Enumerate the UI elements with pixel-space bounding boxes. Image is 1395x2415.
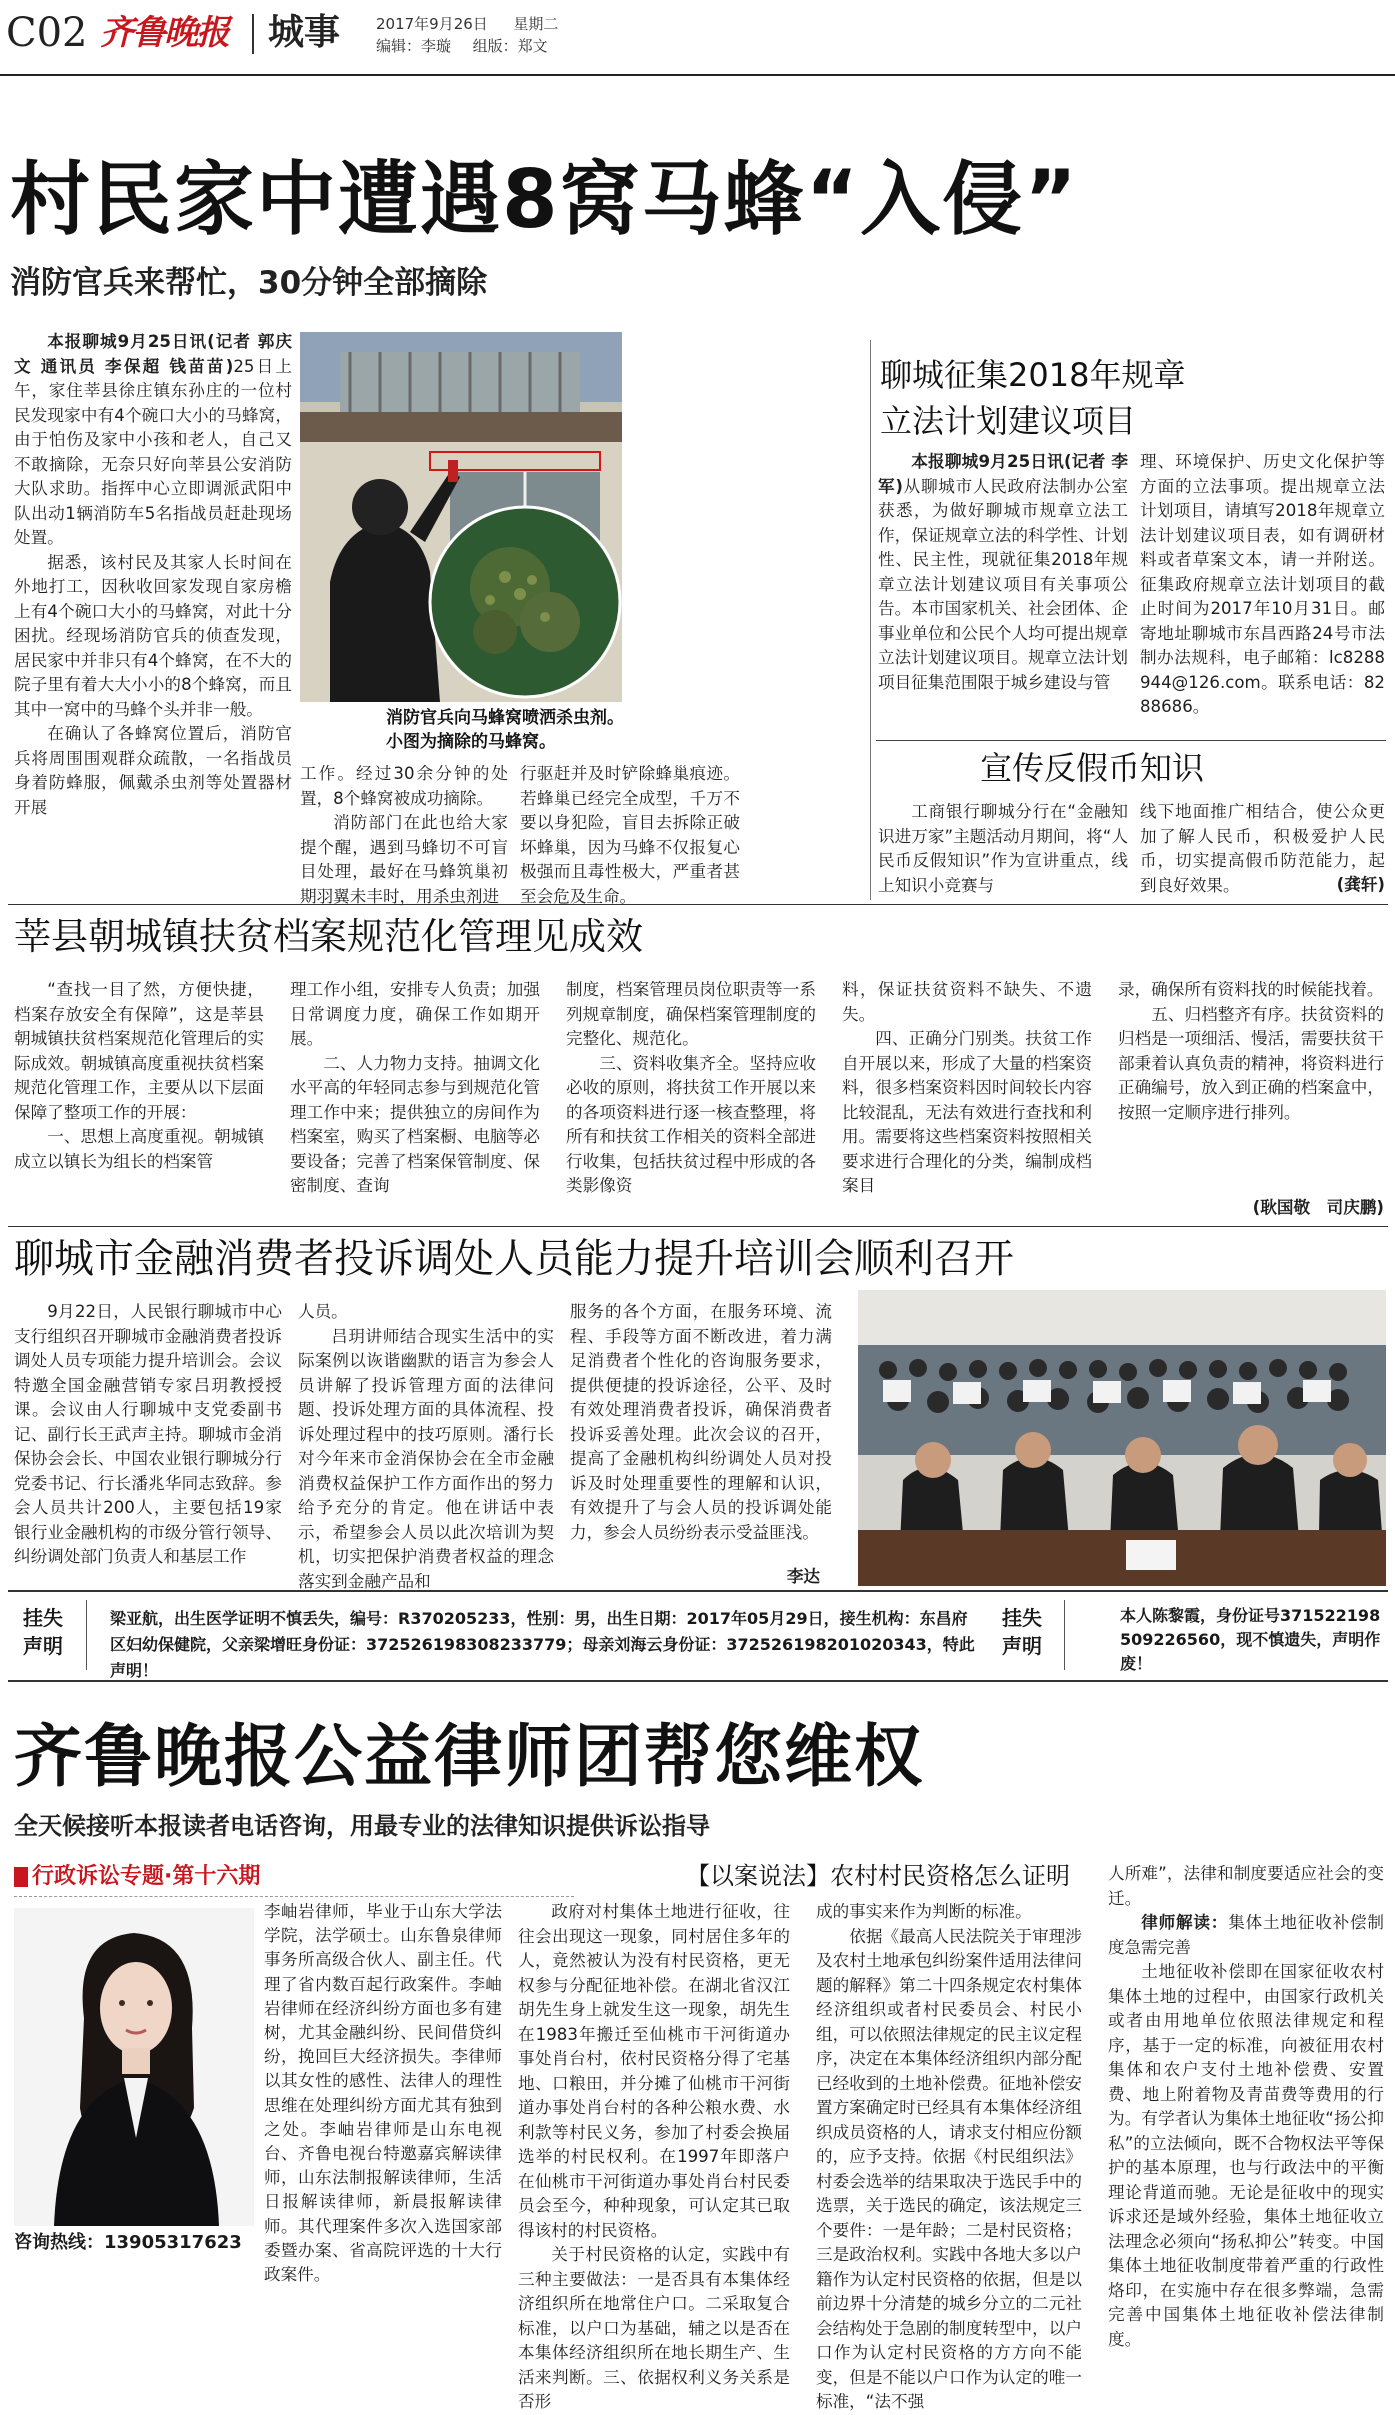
paragraph-text: 25日上午，家住莘县徐庄镇东孙庄的一位村民发现家中有4个碗口大小的马蜂窝，由于怕伤及家中小孩和老人，自己又不敢摘除，无奈只好向莘县公安消防大队求助。指挥中心立即调派武阳中队出动1辆消防车5名指战员赶赴现场处置。 [14, 356, 292, 547]
story1-col2 [300, 762, 508, 906]
paragraph [1118, 1003, 1384, 1126]
paragraph [1108, 1911, 1384, 1960]
paragraph-text: 三、资料收集齐全。坚持应收必收的原则，将扶贫工作开展以来的各项资料进行逐一核查整理，将所有和扶贫工作相关的资料全部进行收集，包括扶贫过程中形成的各类影像资 [566, 1053, 816, 1195]
story5-col3 [570, 1300, 832, 1570]
column-tag [14, 1860, 260, 1894]
paragraph [566, 978, 816, 1052]
paragraph-text: 吕玥讲师结合现实生活中的实际案例以诙谐幽默的语言为参会人员讲解了投诉管理方面的法律问题、投诉处理方面的具体流程、投诉处理过程中的技巧原则。潘行长对今年来市金消保协会在全市金融消费权益保护工作方面作出的努力给予充分的肯定。他在讲话中表示，希望参会人员以此次培训为契机，切实把保护消费者权益的理念落实到金融产品和 [298, 1326, 554, 1591]
story6-subhead: 全天候接听本报读者电话咨询，用最专业的法律知识提供诉讼指导 [14, 1812, 710, 1840]
story3-rule [876, 740, 1386, 741]
paragraph-text: 工商银行聊城分行在“金融知识进万家”主题活动月期间，将“人民币反假知识”作为宣讲重点，线上知识小竞赛与 [878, 802, 1128, 895]
story1-col3 [520, 762, 740, 906]
paragraph-text: 在确认了各蜂窝位置后，消防官兵将周围围观群众疏散，一名指战员身着防蜂服，佩戴杀虫剂等处置器材开展 [14, 724, 292, 817]
paragraph [1108, 1960, 1384, 2352]
paragraph-text: 二、人力物力支持。抽调文化水平高的年轻同志参与到规范化管理工作中来；提供独立的房间作为档案室，购买了档案橱、电脑等必要设备；完善了档案保管制度、保密制度、查询 [290, 1053, 540, 1195]
notice-left-label [14, 1604, 72, 1660]
story1-photo-caption [386, 706, 626, 754]
paragraph-lead: 律师解读： [1141, 1913, 1229, 1932]
editor-text: 编辑：李璇 [376, 37, 452, 55]
story5-headline: 聊城市金融消费者投诉调处人员能力提升培训会顺利召开 [14, 1236, 1014, 1282]
designer-text: 组版：郑文 [472, 37, 548, 55]
weekday-text: 星期二 [513, 15, 559, 33]
story1-photo [300, 332, 622, 702]
story4-col4 [842, 978, 1092, 1223]
story2-headline [880, 352, 1320, 444]
paragraph-text: “查找一目了然，方便快捷，档案存放安全有保障”，这是莘县朝城镇扶贫档案规范化管理后的实际成效。朝城镇高度重视扶贫档案规范化管理工作，主要从以下层面保障了整项工作的开展： [14, 980, 264, 1122]
paragraph [300, 762, 508, 811]
story5-col1 [14, 1300, 282, 1585]
lawyer-portrait-image [14, 1908, 254, 2226]
paragraph-lead: 本报聊城9月25日讯(记者 郭庆文 通讯员 李保超 钱苗苗) [14, 332, 292, 376]
paragraph-text: 集体土地征收补偿制度急需完善 [1108, 1913, 1385, 1957]
paragraph-text: 五、归档整齐有序。扶贫资料的归档是一项细活、慢活，需要扶贫干部秉着认真负责的精神，将资料进行正确编号，放入到正确的档案盒中，按照一定顺序进行排列。 [1118, 1004, 1384, 1122]
paragraph [878, 450, 1128, 695]
notice-left [8, 1596, 988, 1680]
story3-headline: 宣传反假币知识 [980, 749, 1205, 787]
hornet-removal-photo [300, 332, 622, 702]
story2-col1 [878, 450, 1128, 750]
header-divider [252, 14, 254, 54]
story4-col1 [14, 978, 264, 1223]
training-meeting-photo [858, 1290, 1386, 1586]
paragraph [14, 1300, 282, 1570]
paragraph-text: 政府对村集体土地进行征收，往往会出现这一现象，同村居住多年的人，竟然被认为没有村民资格，更无权参与分配征地补偿。在湖北省汉江胡先生身上就发生这一现象，胡先生在1983年搬迁至仙桃市干河街道办事处肖台村，依村民资格分得了宅基地、口粮田，并分摊了仙桃市干河街道办事处肖台村的各种公粮水费、水利款等村民义务，参加了村委会换届选举的村民权利。在1997年即落户在仙桃市干河街道办事处肖台村民委员会至今，种种现象，可认定其已取得该村的村民资格。 [518, 1902, 790, 2240]
notice-left-text: 梁亚航，出生医学证明不慎丢失，编号：R370205233，性别：男，出生日期：2017年05月29日，接生机构：东昌府区妇幼保健院，父亲梁增旺身份证：372526198308233779；母亲刘海云身份证：372526198201020343，特此声明！ [110, 1609, 975, 1680]
column-tag-rule [14, 1896, 574, 1897]
hotline: 咨询热线：13905317623 [14, 2232, 242, 2253]
paragraph-text: 工作。经过30余分钟的处置，8个蜂窝被成功摘除。 [300, 764, 508, 808]
paragraph-text: 成的事实来作为判断的标准。 [816, 1902, 1032, 1921]
paragraph-text: 从聊城市人民政府法制办公室获悉，为做好聊城市规章立法工作，保证规章立法的科学性、计划性、民主性，现就征集2018年规章立法计划建议项目有关事项公告。本市国家机关、社会团体、企事业单位和公民个人均可提出规章立法计划建议项目。规章立法计划项目征集范围限于城乡建设与管 [878, 476, 1128, 692]
masthead [0, 0, 1395, 78]
paragraph [14, 978, 264, 1125]
paragraph-text: 一、思想上高度重视。朝城镇成立以镇长为组长的档案管 [14, 1127, 264, 1171]
paragraph-text: 行驱赶并及时铲除蜂巢痕迹。若蜂巢已经完全成型，千万不要以身犯险，盲目去拆除正破坏蜂巢，因为马蜂不仅报复心极强而且毒性极大，严重者甚至会危及生命。 [520, 764, 740, 906]
paragraph-text: 据悉，该村民及其家人长时间在外地打工，因秋收回家发现自家房檐上有4个碗口大小的马蜂窝，对此十分困扰。经现场消防官兵的侦查发现，居民家中并非只有4个蜂窝，在不大的院子里有着大大小小的8个蜂窝，而且其中一窝中的马蜂个头并非一般。 [14, 552, 292, 719]
paragraph [300, 811, 508, 909]
paragraph [1118, 978, 1384, 1003]
staff-credits [376, 36, 548, 56]
paragraph [520, 762, 740, 909]
paragraph-text: 9月22日，人民银行聊城市中心支行组织召开聊城市金融消费者投诉调处人员专项能力提升培训会。会议特邀全国金融营销专家吕玥教授授课。会议由人行聊城中支党委副书记、副行长王武声主持。聊城市金消保协会会长、中国农业银行聊城分行党委书记、行长潘兆华同志致辞。参会人员共计200人，主要包括19家银行业金融机构的市级分管行领导、纠纷调处部门负责人和基层工作 [14, 1302, 282, 1566]
paragraph-text: 理、环境保护、历史文化保护等方面的立法事项。提出规章立法计划项目，请填写2018年规章立法计划建议项目表，如有调研材料或者草案文本，请一并附送。征集政府规章立法计划项目的截止时间为2017年10月31日。邮寄地址聊城市东昌西路24号市法制办法规科，电子邮箱：lc8288944@126.com。联系电话：8288686。 [1140, 452, 1385, 716]
notice-left-label-1: 挂失 [23, 1606, 63, 1630]
paragraph-text: 线下地面推广相结合，使公众更加了解人民币，积极爱护人民币，切实提高假币防范能力，起到良好效果。 [1140, 802, 1385, 895]
lawyer-bio: 李岫岩律师，毕业于山东大学法学院，法学硕士。山东鲁泉律师事务所高级合伙人、副主任。代理了省内数百起行政案件。李岫岩律师在经济纠纷方面也多有建树，尤其金融纠纷、民间借贷纠纷，挽回巨大经济损失。李律师以其女性的感性、法律人的理性思维在处理纠纷方面尤其有独到之处。李岫岩律师是山东电视台、齐鲁电视台特邀嘉宾解读律师，山东法制报解读律师，生活日报解读律师，新晨报解读律师。其代理案件多次入选国家部委暨办案、省高院评选的十大行政案件。 [264, 1902, 502, 2285]
story2-headline-line1: 聊城征集2018年规章 [880, 356, 1186, 394]
paragraph [842, 978, 1092, 1027]
story4-col5 [1118, 978, 1384, 1178]
paragraph [566, 1052, 816, 1199]
story4-headline: 莘县朝城镇扶贫档案规范化管理见成效 [14, 915, 643, 958]
rule-after-notices [8, 1680, 1388, 1682]
notice-right-label-2: 声明 [1002, 1634, 1042, 1658]
paragraph-text: 制度，档案管理员岗位职责等一系列规章制度，确保档案管理制度的完整化、规范化。 [566, 980, 816, 1048]
story4-col3 [566, 978, 816, 1223]
story6-col3 [1108, 1862, 1384, 2388]
column-tag-text: 行政诉讼专题·第十六期 [32, 1864, 261, 1889]
notice-right-text: 本人陈黎霞，身份证号371522198509226560，现不慎遗失，声明作废！ [1120, 1606, 1381, 1673]
paragraph-lead: 本报聊城9月25日讯(记者 李军) [878, 452, 1128, 496]
paragraph [14, 1125, 264, 1174]
notice-right [992, 1596, 1386, 1676]
paragraph-text: 人所难”，法律和制度要适应社会的变迁。 [1108, 1864, 1384, 1908]
paragraph [14, 330, 292, 551]
header-rule [0, 74, 1395, 76]
paragraph-text: 录，确保所有资料找的时候能找着。 [1118, 980, 1384, 999]
story3-col1 [878, 800, 1128, 898]
rule-after-story1 [8, 904, 1388, 905]
story2-headline-line2: 立法计划建议项目 [880, 402, 1137, 440]
paragraph-text: 四、正确分门别类。扶贫工作自开展以来，形成了大量的档案资料，很多档案资料因时间较长内容比较混乱，无法有效进行查找和利用。需要将这些档案资料按照相关要求进行合理化的分类，编制成档案目 [842, 1029, 1092, 1195]
paragraph [298, 1300, 554, 1325]
paragraph-text: 关于村民资格的认定，实践中有三种主要做法：一是否具有本集体经济组织所在地常住户口。二采取复合标准，以户口为基础，辅之以是否在本集体经济组织所在地长期生产、生活来判断。三、依据权利义务关系是否形 [518, 2245, 790, 2411]
column-tag-marker [14, 1867, 28, 1887]
paragraph-text: 依据《最高人民法院关于审理涉及农村土地承包纠纷案件适用法律问题的解释》第二十四条规定农村集体经济组织或者村民委员会、村民小组，可以依照法律规定的民主议定程序，决定在本集体经济组织内部分配已经收到的土地补偿费。征地补偿安置方案确定时已经具有本集体经济组织成员资格的人，请求支付相应份额的，应予支持。依据《村民组织法》村委会选举的结果取决于选民手中的选票，关于选民的确定，该法规定三个要件：一是年龄；二是村民资格；三是政治权利。实践中各地大多以户籍作为认定村民资格的依据，但是以前边界十分清楚的城乡分立的二元社会结构处于急剧的制度转型中，以户口作为认定村民资格的方方向不能变，但是不能以户口作为认定的唯一标准，“法不强 [816, 1926, 1082, 2411]
paragraph [14, 722, 292, 820]
story5-photo [858, 1290, 1386, 1586]
paragraph [518, 1900, 790, 2243]
paragraph-text: 人员。 [298, 1302, 348, 1321]
paragraph [816, 1925, 1082, 2415]
paragraph-text: 理工作小组，安排专人负责；加强日常调度力度，确保工作如期开展。 [290, 980, 540, 1048]
story5-col2 [298, 1300, 554, 1591]
story2-col2 [1140, 450, 1385, 750]
story4-byline: (耿国敬 司庆鹏) [1252, 1198, 1384, 1217]
lawyer-portrait [14, 1908, 254, 2226]
paragraph [878, 800, 1128, 898]
paragraph [290, 1052, 540, 1199]
paragraph [842, 1027, 1092, 1199]
paragraph [14, 551, 292, 723]
notice-left-divider [86, 1600, 87, 1670]
notice-right-divider [1064, 1600, 1065, 1670]
section-name: 城事 [268, 12, 341, 53]
story6-article-title: 【以案说法】农村村民资格怎么证明 [686, 1862, 1070, 1890]
rule-before-notices [8, 1590, 1388, 1592]
paragraph-text: 土地征收补偿即在国家征收农村集体土地的过程中，由国家行政机关或者由用地单位依照法律规定和程序，基于一定的标准，向被征用农村集体和农户支付土地补偿费、安置费、地上附着物及青苗费等费用的行为。有学者认为集体土地征收“扬公抑私”的立法倾向，既不合物权法平等保护的基本原理，也与行政法中的平衡理论背道而驰。无论是征收中的现实诉求还是域外经验，集体土地征收立法理念必须向“扬私抑公”转变。中国集体土地征收制度带着严重的行政性烙印，在实施中存在很多弊端，急需完善中国集体土地征收补偿法律制度。 [1108, 1962, 1384, 2349]
story1-col1 [14, 330, 292, 817]
paragraph [290, 978, 540, 1052]
rule-after-story4 [8, 1226, 1388, 1227]
date-text: 2017年9月26日 [376, 15, 488, 33]
story6-col1 [518, 1900, 790, 2411]
story5-byline: 李达 [786, 1567, 820, 1586]
issue-date [376, 14, 558, 34]
paragraph [298, 1325, 554, 1595]
paragraph-text: 消防部门在此也给大家提个醒，遇到马蜂切不可盲目处理，最好在马蜂筑巢初期羽翼未丰时，用杀虫剂进 [300, 813, 508, 906]
caption-line-2: 小图为摘除的马蜂窝。 [386, 732, 556, 752]
story1-divider [870, 340, 871, 900]
notice-left-label-2: 声明 [23, 1634, 63, 1658]
paragraph-text: 料，保证扶贫资料不缺失、不遗失。 [842, 980, 1092, 1024]
story6-col2 [816, 1900, 1082, 2411]
paper-logo: 齐鲁晚报 [100, 13, 228, 53]
notice-right-label-1: 挂失 [1002, 1606, 1042, 1630]
story1-subhead: 消防官兵来帮忙，30分钟全部摘除 [10, 265, 488, 301]
notice-right-label [992, 1604, 1052, 1660]
story6-headline: 齐鲁晚报公益律师团帮您维权 [14, 1718, 925, 1797]
paragraph [1140, 450, 1385, 720]
paragraph-text: 服务的各个方面，在服务环境、流程、手段等方面不断改进，着力满足消费者个性化的咨询服务要求，提供便捷的投诉途径，公平、及时有效处理消费者投诉，确保消费者投诉妥善处理。此次会议的召开，提高了金融机构纠纷调处人员对投诉及时处理重要性的理解和认识，有效提升了与会人员的投诉调处能力，参会人员纷纷表示受益匪浅。 [570, 1302, 832, 1542]
paragraph [1108, 1862, 1384, 1911]
caption-line-1: 消防官兵向马蜂窝喷洒杀虫剂。 [386, 708, 624, 728]
paragraph [518, 2243, 790, 2415]
page-code: C02 [6, 10, 88, 56]
story1-headline: 村民家中遭遇8窝马蜂“入侵” [10, 153, 1079, 246]
story3-byline: (龚轩) [1336, 875, 1385, 894]
paragraph [816, 1900, 1082, 1925]
story4-col2 [290, 978, 540, 1223]
paragraph [570, 1300, 832, 1545]
